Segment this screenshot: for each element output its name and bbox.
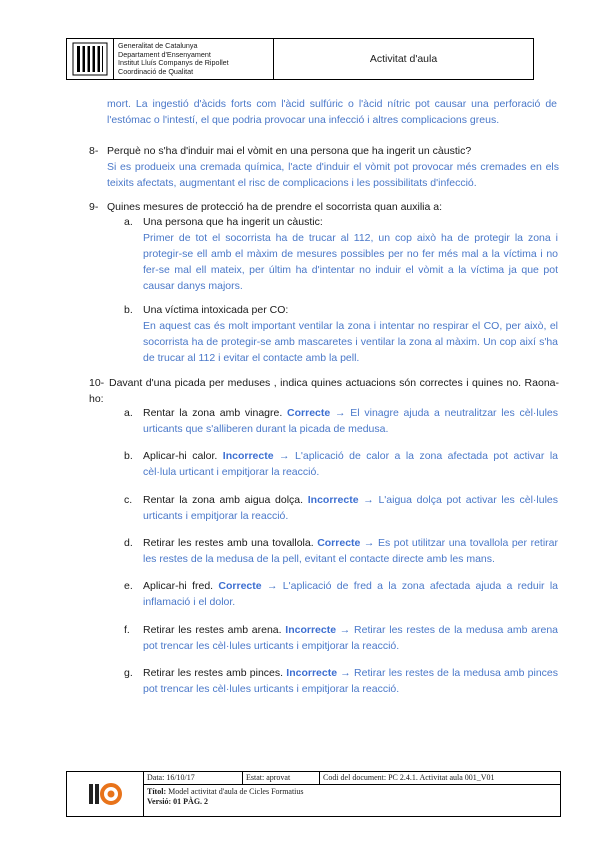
question-8 (89, 143, 559, 191)
question-number: 9- (89, 201, 99, 213)
item-letter: a. (124, 407, 133, 419)
arrow-icon: → (335, 407, 346, 419)
org-line: Generalitat de Catalunya (118, 41, 198, 50)
item-letter: g. (124, 667, 133, 679)
org-line: Coordinació de Qualitat (118, 66, 194, 76)
footer-version-value: 01 PÀG. 2 (173, 797, 209, 806)
option-item (124, 405, 558, 437)
page-header (66, 38, 534, 80)
footer-date: Data: 16/10/17 (144, 772, 243, 784)
answer-text: Retirar les restes de la medusa amb pinces pot trencar les cèl·lules urticants i empitjorar la reacció. (143, 667, 559, 695)
answer-text: L'aplicació de fred a la zona afectada ajuda a reduir la inflamació i el dolor. (143, 580, 559, 608)
verdict-label: Correcte (317, 537, 361, 549)
org-line: Departament d'Ensenyament (118, 49, 211, 59)
verdict-label: Incorrecte (286, 667, 338, 679)
arrow-icon: → (266, 580, 278, 592)
item-text: Retirar les restes amb arena. (143, 624, 282, 636)
question-text: Quines mesures de protecció ha de prendre el socorrista quan auxilia a: (107, 201, 443, 213)
item-text: Retirar les restes amb pinces. (143, 667, 284, 679)
item-text: Retirar les restes amb una tovallola. (143, 537, 314, 549)
item-text: Rentar la zona amb aigua dolça. (143, 494, 304, 506)
item-letter: b. (124, 304, 133, 316)
arrow-icon: → (363, 494, 374, 506)
item-text: Rentar la zona amb vinagre. (143, 407, 283, 419)
answer-text: Primer de tot el socorrista ha de trucar al 112, un cop això ha de protegir la zona i protegir-se ell amb el màxim de mesures possibles per no fer més mal a la víctima i no fer-se mal ell mateix, per últim ha d'intentar no induir el vòmit a la víctima ja que pot causar danys majors. (143, 232, 558, 292)
org-line: Institut Lluís Companys de Ripollet (118, 58, 229, 68)
generalitat-logo (67, 39, 114, 79)
option-item (124, 665, 558, 697)
continued-answer: mort. La ingestió d'àcids forts com l'àcid sulfúric o l'àcid nítric pot causar una perforació de l'estómac o l'intestí, el que podria provocar una infecció i altres complicacions greus. (107, 98, 557, 126)
answer-text: En aquest cas és molt important ventilar la zona i intentar no respirar el CO, per això, el socorrista ha de protegir-se amb mascaretes i ventilar la zona al màxim. Un cop així s'ha de trucar al 112 i evitar el contacte amb la pell. (143, 320, 558, 364)
question-9 (89, 199, 559, 215)
answer-text: L'aigua dolça pot activar les cèl·lules urticants i empitjorar la reacció. (143, 494, 559, 522)
page-footer (66, 771, 561, 817)
item-letter: b. (124, 450, 133, 462)
sub-question (124, 302, 558, 366)
item-letter: a. (124, 216, 133, 228)
arrow-icon: → (363, 537, 375, 549)
option-item (124, 622, 558, 654)
question-10 (89, 375, 559, 407)
footer-doc-code: Codi del document: PC 2.4.1. Activitat aula 001_V01 (323, 773, 495, 782)
answer-text: Retirar les restes de la medusa amb arena pot trencar les cèl·lules urticants i empitjorar la reacció. (143, 624, 559, 652)
verdict-label: Incorrecte (222, 450, 274, 462)
item-letter: e. (124, 580, 133, 592)
iloc-logo (67, 772, 144, 816)
verdict-label: Correcte (218, 580, 262, 592)
answer-text: Es pot utilitzar una tovallola per retirar les restes de la medusa de la pell, evitant el contacte directe amb les mans. (143, 537, 558, 565)
question-number: 10- (89, 377, 105, 389)
option-item (124, 492, 558, 524)
sub-question (124, 214, 558, 294)
option-item (124, 448, 558, 480)
answer-text: El vinagre ajuda a neutralitzar les cèl·lules urticants que s'alliberen durant la picada de medusa. (143, 407, 559, 435)
option-item (124, 578, 558, 610)
item-text: Una persona que ha ingerit un càustic: (143, 216, 323, 228)
footer-title-value: Model activitat d'aula de Cicles Formatius (168, 787, 304, 796)
item-text: Aplicar-hi calor. (143, 450, 218, 462)
item-text: Una víctima intoxicada per CO: (143, 304, 289, 316)
organization-block (114, 39, 274, 79)
footer-title-label: Títol: (147, 787, 167, 796)
answer-text: L'aplicació de calor a la zona afectada pot activar la cèl·lula urticant i empitjorar la reacció. (143, 450, 559, 478)
arrow-icon: → (339, 624, 351, 636)
arrow-icon: → (340, 667, 351, 679)
arrow-icon: → (279, 450, 290, 462)
item-letter: f. (124, 624, 130, 636)
item-letter: c. (124, 494, 133, 506)
footer-status: Estat: aprovat (243, 772, 320, 784)
item-text: Aplicar-hi fred. (143, 580, 214, 592)
question-text: Perquè no s'ha d'induir mai el vòmit en una persona que ha ingerit un càustic? (107, 145, 472, 157)
question-number: 8- (89, 145, 99, 157)
option-item (124, 535, 558, 567)
answer-text: Si es produeix una cremada química, l'acte d'induir el vòmit pot provocar més cremades en els teixits afectats, augmentant el risc de complicacions i les possibilitats d'infecció. (107, 161, 559, 189)
verdict-label: Incorrecte (285, 624, 337, 636)
verdict-label: Correcte (287, 407, 331, 419)
footer-version-label: Versió: (147, 797, 172, 806)
verdict-label: Incorrecte (307, 494, 359, 506)
question-text: Davant d'una picada per meduses , indica quines actuacions són correctes i quines no. Raona-ho: (89, 377, 559, 405)
item-letter: d. (124, 537, 133, 549)
document-type-title: Activitat d'aula (369, 53, 438, 65)
